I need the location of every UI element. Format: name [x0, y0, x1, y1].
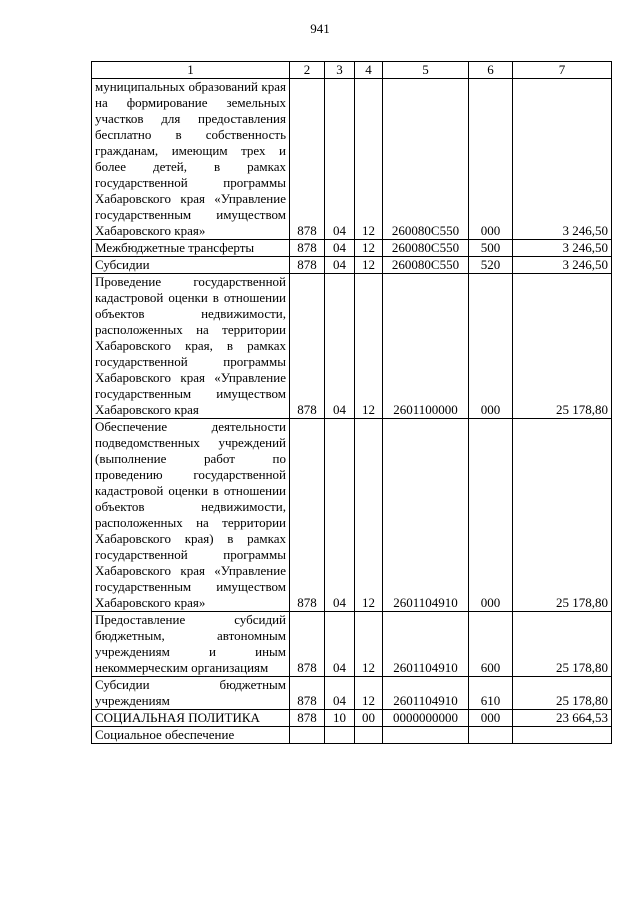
table-row	[92, 274, 612, 419]
cell-section: 04	[325, 257, 355, 274]
cell-ministry: 878	[290, 419, 325, 612]
cell-subsection: 00	[355, 710, 383, 727]
cell-amount: 25 178,80	[513, 419, 612, 612]
cell-expense-type	[469, 727, 513, 744]
cell-section: 04	[325, 240, 355, 257]
table-row	[92, 79, 612, 240]
cell-subsection: 12	[355, 240, 383, 257]
row-name: Проведение государственной кадастровой оценки в отношении объектов недвижимости, расположенных на территории Хабаровского края, в рамках государственной программы Хабаровского края «Управление государственным имуществом Хабаровского края	[92, 274, 290, 419]
row-name: Обеспечение деятельности подведомственных учреждений (выполнение работ по проведению государственной кадастровой оценки в отношении объектов недвижимости, расположенных на территории Хабаровского края) в рамках государственной программы Хабаровского края «Управление государственным имуществом Хабаровского края»	[92, 419, 290, 612]
cell-subsection: 12	[355, 419, 383, 612]
cell-expense-type: 610	[469, 677, 513, 710]
table-row	[92, 612, 612, 677]
cell-ministry: 878	[290, 274, 325, 419]
cell-ministry: 878	[290, 79, 325, 240]
cell-expense-type: 000	[469, 710, 513, 727]
cell-target-code: 2601104910	[383, 612, 469, 677]
budget-table	[91, 61, 612, 744]
table-row	[92, 240, 612, 257]
cell-section: 04	[325, 677, 355, 710]
cell-ministry: 878	[290, 257, 325, 274]
cell-expense-type: 000	[469, 79, 513, 240]
cell-ministry: 878	[290, 677, 325, 710]
cell-target-code	[383, 727, 469, 744]
cell-amount: 25 178,80	[513, 274, 612, 419]
col-header-1: 1	[92, 62, 290, 79]
col-header-7: 7	[513, 62, 612, 79]
cell-target-code: 2601100000	[383, 274, 469, 419]
row-name: Межбюджетные трансферты	[92, 240, 290, 257]
cell-amount: 3 246,50	[513, 240, 612, 257]
cell-target-code: 0000000000	[383, 710, 469, 727]
cell-target-code: 260080С550	[383, 240, 469, 257]
cell-target-code: 260080С550	[383, 79, 469, 240]
cell-section: 04	[325, 612, 355, 677]
header-row	[92, 62, 612, 79]
cell-target-code: 260080С550	[383, 257, 469, 274]
cell-subsection: 12	[355, 257, 383, 274]
cell-expense-type: 500	[469, 240, 513, 257]
row-name: Субсидии бюджетным учреждениям	[92, 677, 290, 710]
cell-ministry	[290, 727, 325, 744]
col-header-4: 4	[355, 62, 383, 79]
cell-section: 04	[325, 79, 355, 240]
cell-subsection: 12	[355, 274, 383, 419]
table-row	[92, 710, 612, 727]
table-row	[92, 727, 612, 744]
cell-amount: 23 664,53	[513, 710, 612, 727]
row-name: Предоставление субсидий бюджетным, автономным учреждениям и иным некоммерческим организациям	[92, 612, 290, 677]
table-row	[92, 419, 612, 612]
cell-section	[325, 727, 355, 744]
cell-expense-type: 520	[469, 257, 513, 274]
col-header-6: 6	[469, 62, 513, 79]
cell-expense-type: 000	[469, 274, 513, 419]
table-row	[92, 677, 612, 710]
cell-target-code: 2601104910	[383, 419, 469, 612]
cell-amount	[513, 727, 612, 744]
row-name: Социальное обеспечение	[92, 727, 290, 744]
cell-amount: 3 246,50	[513, 257, 612, 274]
cell-target-code: 2601104910	[383, 677, 469, 710]
cell-ministry: 878	[290, 612, 325, 677]
row-name: Субсидии	[92, 257, 290, 274]
cell-subsection: 12	[355, 79, 383, 240]
col-header-2: 2	[290, 62, 325, 79]
cell-section: 04	[325, 419, 355, 612]
cell-amount: 25 178,80	[513, 677, 612, 710]
cell-amount: 3 246,50	[513, 79, 612, 240]
cell-subsection	[355, 727, 383, 744]
col-header-5: 5	[383, 62, 469, 79]
cell-section: 10	[325, 710, 355, 727]
cell-expense-type: 000	[469, 419, 513, 612]
cell-expense-type: 600	[469, 612, 513, 677]
cell-section: 04	[325, 274, 355, 419]
cell-subsection: 12	[355, 677, 383, 710]
row-name: СОЦИАЛЬНАЯ ПОЛИТИКА	[92, 710, 290, 727]
cell-ministry: 878	[290, 240, 325, 257]
table-row	[92, 257, 612, 274]
col-header-3: 3	[325, 62, 355, 79]
page-number: 941	[310, 21, 330, 36]
cell-subsection: 12	[355, 612, 383, 677]
cell-ministry: 878	[290, 710, 325, 727]
cell-amount: 25 178,80	[513, 612, 612, 677]
row-name: муниципальных образований края на формирование земельных участков для предоставления бесплатно в собственность гражданам, имеющим трех и более детей, в рамках государственной программы Хабаровского края «Управление государственным имуществом Хабаровского края»	[92, 79, 290, 240]
